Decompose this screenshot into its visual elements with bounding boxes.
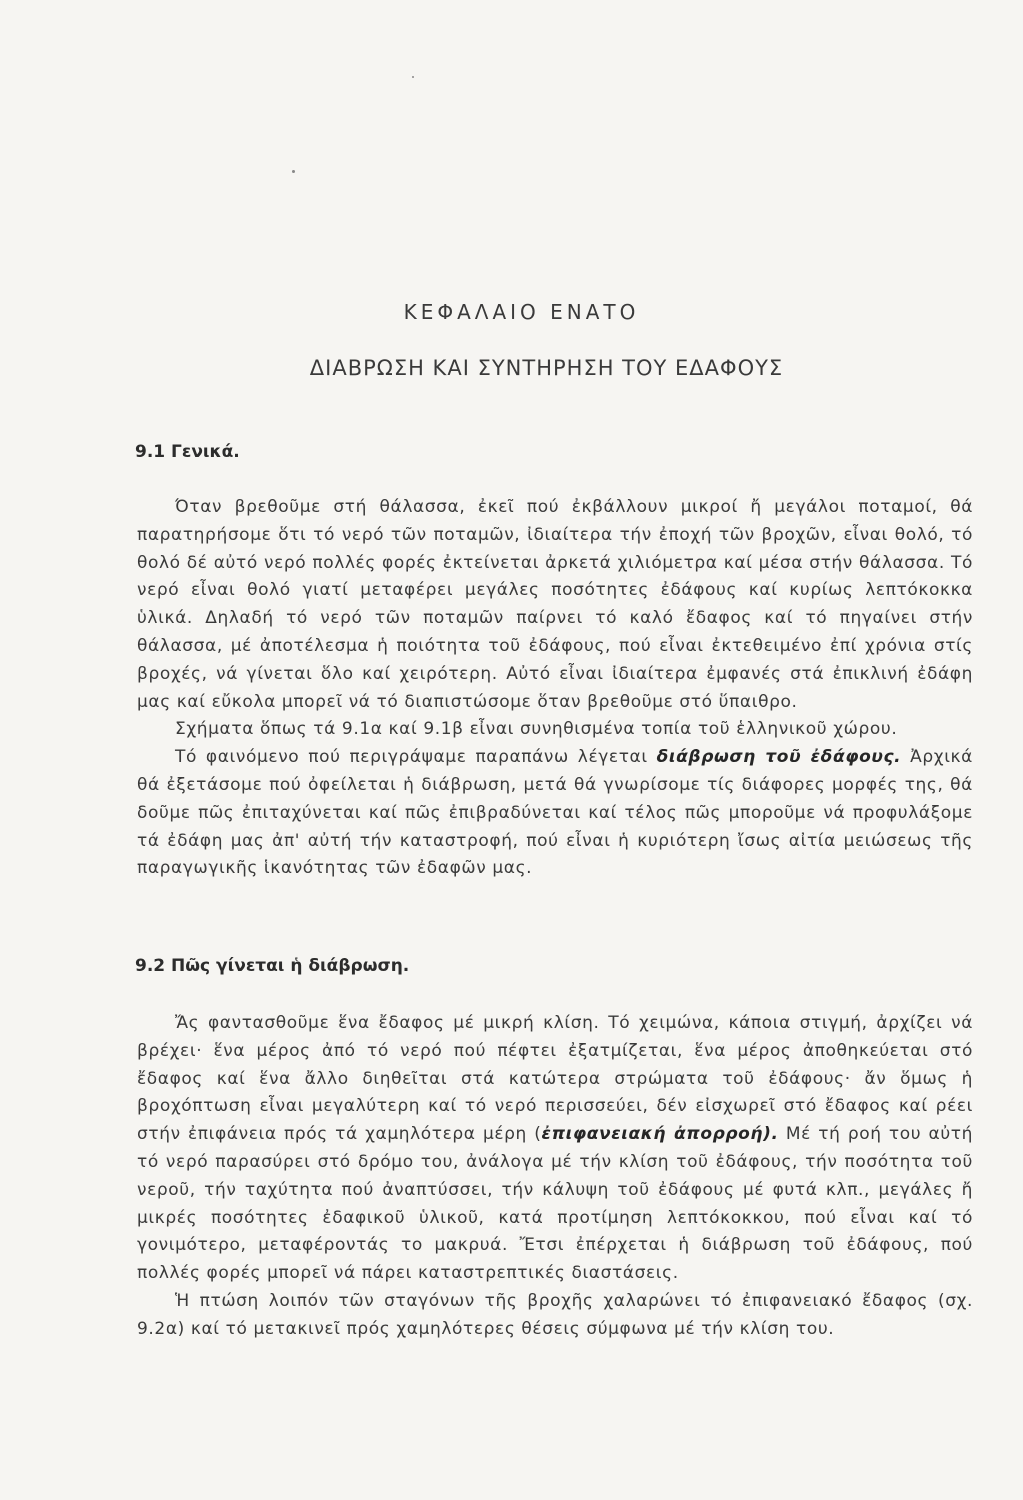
- text-run: Τό φαινόμενο πού περιγράψαμε παραπάνω λέγεται: [175, 747, 657, 768]
- text-run: Ἄς φαντασθοῦμε ἕνα ἔδαφος μέ μικρή κλίση. Τό χειμώνα, κάποια στιγμή, ἀρχίζει νά βρέχει· ἕνα μέρος ἀπό τό νερό πού πέφτει ἐξατμίζεται, ἕνα μέρος ἀποθηκεύεται στό ἔδαφος καί ἕνα ἄλλο διηθεῖται στά κατώτερα στρώματα τοῦ ἐδάφους· ἄν ὅμως ἡ βροχόπτωση εἶναι μεγαλύτερη καί τό νερό περισσεύει, δέν εἰσχωρεῖ στό ἔδαφος καί ρέει στήν ἐπιφάνεια πρός τά χαμηλότερα μέρη (: [137, 1013, 973, 1145]
- paragraph: Ἡ πτώση λοιπόν τῶν σταγόνων τῆς βροχῆς χαλαρώνει τό ἐπιφανειακό ἔδαφος (σχ. 9.2α) καί τό μετακινεῖ πρός χαμηλότερες θέσεις σύμφωνα μέ τήν κλίση του.: [137, 1290, 973, 1339]
- section-9-1-body: [137, 494, 973, 883]
- chapter-label: ΚΕΦΑΛΑΙΟ ΕΝΑΤΟ: [403, 300, 640, 324]
- paragraph: [137, 1010, 973, 1288]
- text-run: Μέ τή ροή του αὐτή τό νερό παρασύρει στό δρόμο του, ἀνάλογα μέ τήν κλίση τοῦ ἐδάφους, τήν ποσότητα τοῦ νεροῦ, τήν ταχύτητα πού ἀναπτύσσει, τήν κάλυψη τοῦ ἐδάφους μέ φυτά κλπ., μεγάλες ἤ μικρές ποσότητες ἐδαφικοῦ ὑλικοῦ, κατά προτίμηση λεπτόκοκκου, πού εἶναι καί τό γονιμότερο, μεταφέροντάς το μακρυά. Ἔτσι ἐπέρχεται ἡ διάβρωση τοῦ ἐδάφους, πού πολλές φορές μπορεῖ νά πάρει καταστρεπτικές διαστάσεις.: [137, 1124, 973, 1284]
- emphasized-term: ἐπιφανειακή ἀπορροή).: [541, 1124, 779, 1145]
- paragraph: [137, 744, 973, 883]
- emphasized-term: διάβρωση τοῦ ἐδάφους.: [656, 747, 902, 768]
- scan-speck: [292, 170, 295, 173]
- section-heading-9-1: 9.1 Γενικά.: [135, 442, 240, 462]
- scan-speck: [412, 76, 414, 78]
- section-9-2-body: [137, 1010, 973, 1344]
- section-heading-9-2: 9.2 Πῶς γίνεται ἡ διάβρωση.: [135, 956, 410, 976]
- chapter-title: ΔΙΑΒΡΩΣΗ ΚΑΙ ΣΥΝΤΗΡΗΣΗ ΤΟΥ ΕΔΑΦΟΥΣ: [309, 356, 784, 380]
- paragraph: Όταν βρεθοῦμε στή θάλασσα, ἐκεῖ πού ἐκβάλλουν μικροί ἤ μεγάλοι ποταμοί, θά παρατηρήσομε ὅτι τό νερό τῶν ποταμῶν, ἰδιαίτερα τήν ἐποχή τῶν βροχῶν, εἶναι θολό, τό θολό δέ αὐτό νερό πολλές φορές ἐκτείνεται ἀρκετά χιλιόμετρα καί μέσα στήν θάλασσα. Τό νερό εἶναι θολό γιατί μεταφέρει μεγάλες ποσότητες ἐδάφους καί κυρίως λεπτόκοκκα ὑλικά. Δηλαδή τό νερό τῶν ποταμῶν παίρνει τό καλό ἔδαφος καί τό πηγαίνει στήν θάλασσα, μέ ἀποτέλεσμα ἡ ποιότητα τοῦ ἐδάφους, πού εἶναι ἐκτεθειμένο ἐπί χρόνια στίς βροχές, νά γίνεται ὅλο καί χειρότερη. Αὐτό εἶναι ἰδιαίτερα ἐμφανές στά ἐπικλινή ἐδάφη μας καί εὔκολα μπορεῖ νά τό διαπιστώσομε ὅταν βρεθοῦμε στό ὕπαιθρο.: [137, 497, 973, 712]
- text-run: Ἀρχικά θά ἐξετάσομε πού ὀφείλεται ἡ διάβρωση, μετά θά γνωρίσομε τίς διάφορες μορφές της, θά δοῦμε πῶς ἐπιταχύνεται καί πῶς ἐπιβραδύνεται καί τέλος πῶς μποροῦμε νά προφυλάξομε τά ἐδάφη μας ἀπ' αὐτή τήν καταστροφή, πού εἶναι ἡ κυριότερη ἴσως αἰτία μειώσεως τῆς παραγωγικῆς ἱκανότητας τῶν ἐδαφῶν μας.: [137, 747, 973, 879]
- paragraph: Σχήματα ὅπως τά 9.1α καί 9.1β εἶναι συνηθισμένα τοπία τοῦ ἑλληνικοῦ χώρου.: [175, 719, 898, 740]
